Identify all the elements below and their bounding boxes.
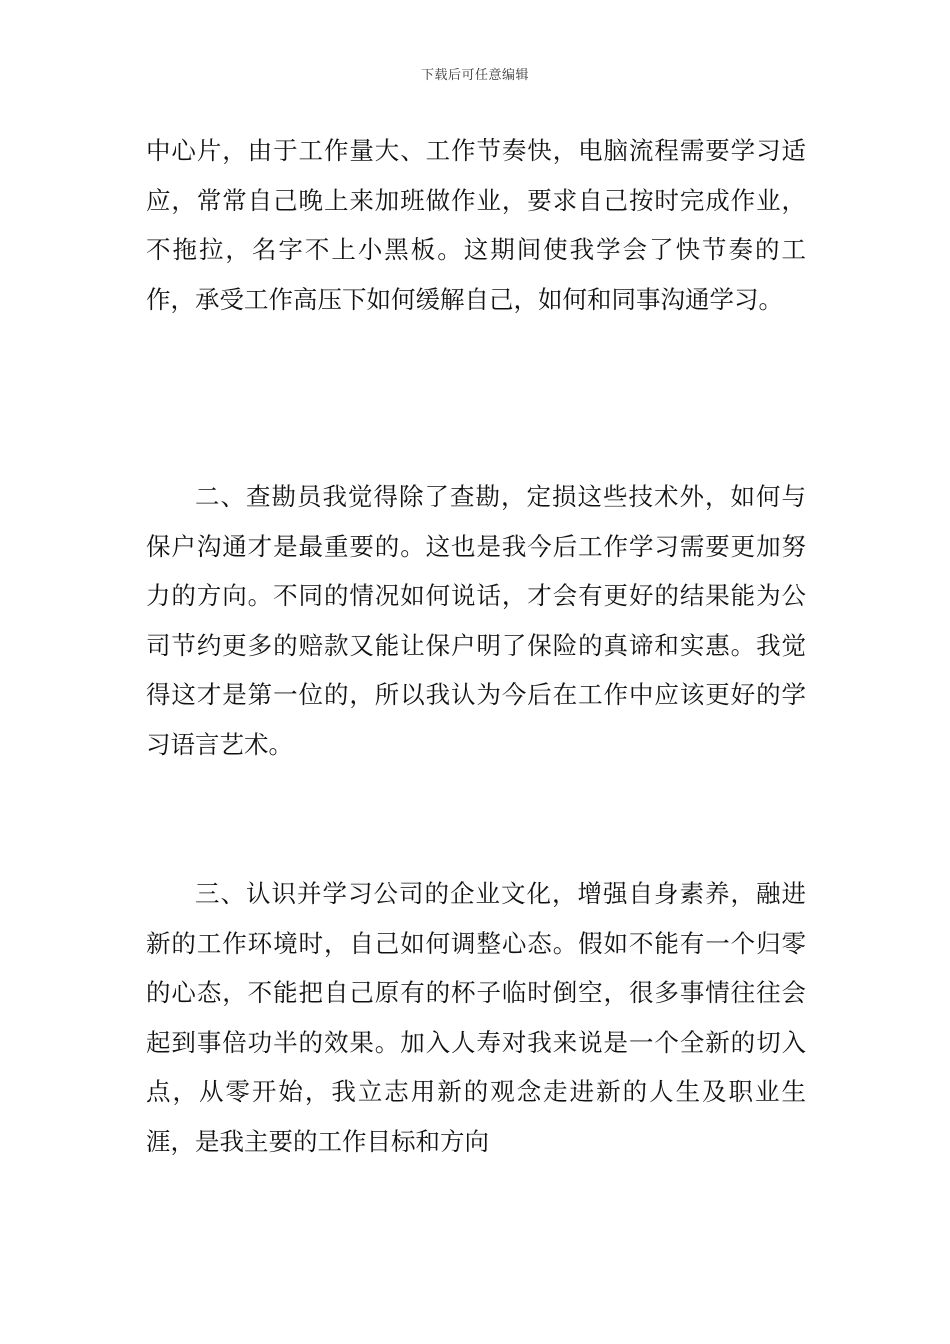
paragraph-3: 三、认识并学习公司的企业文化，增强自身素养，融进新的工作环境时，自己如何调整心态。假如不能有一个归零的心态，不能把自己原有的杯子临时倒空，很多事情往往会起到事倍功半的效果。加入人寿对我来说是一个全新的切入点，从零开始，我立志用新的观念走进新的人生及职业生涯，是我主要的工作目标和方向 [146, 879, 806, 1156]
paragraph-1: 中心片，由于工作量大、工作节奏快，电脑流程需要学习适应，常常自己晚上来加班做作业，要求自己按时完成作业，不拖拉，名字不上小黑板。这期间使我学会了快节奏的工作，承受工作高压下如何缓解自己，如何和同事沟通学习。 [146, 136, 806, 314]
paragraph-2: 二、查勘员我觉得除了查勘，定损这些技术外，如何与保户沟通才是最重要的。这也是我今后工作学习需要更加努力的方向。不同的情况如何说话，才会有更好的结果能为公司节约更多的赔款又能让保户明了保险的真谛和实惠。我觉得这才是第一位的，所以我认为今后在工作中应该更好的学习语言艺术。 [146, 482, 806, 759]
header-note: 下载后可任意编辑 [420, 68, 529, 83]
